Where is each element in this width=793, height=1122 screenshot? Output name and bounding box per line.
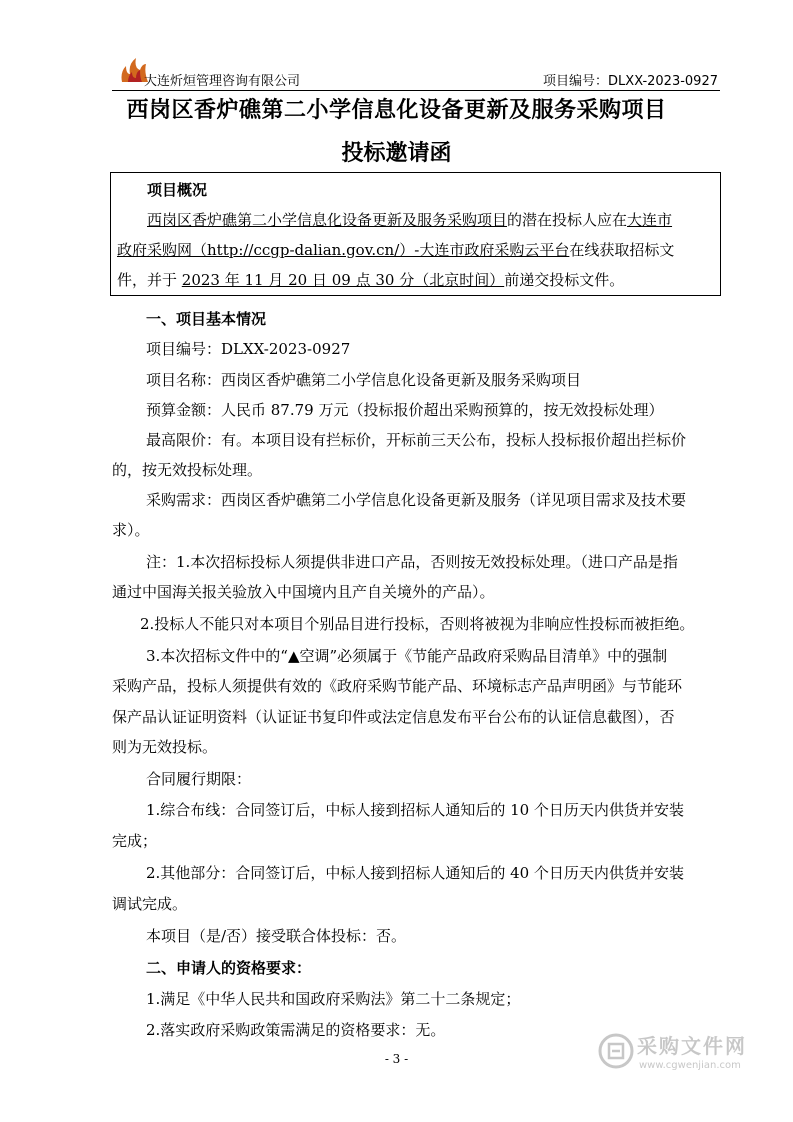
body-line: 求）。 — [112, 521, 150, 539]
body-line: 保产品认证证明资料（认证证书复印件或法定信息发布平台公布的认证信息截图），否 — [112, 708, 675, 726]
body-line: 2.其他部分：合同签订后，中标人接到招标人通知后的 40 个日历天内供货并安装 — [146, 864, 684, 882]
overview-text: 的潜在投标人应在 — [507, 211, 628, 229]
body-line: 2.落实政府采购政策需满足的资格要求：无。 — [146, 1021, 446, 1039]
watermark-url: www.cgwenjian.com — [639, 1060, 741, 1071]
body-line: 采购需求：西岗区香炉礁第二小学信息化设备更新及服务（详见项目需求及技术要 — [146, 491, 687, 509]
overview-site-link: 政府采购网（http://ccgp-dalian.gov.cn/）-大连市政府采购云平台 — [117, 241, 570, 259]
overview-deadline: 2023 年 11 月 20 日 09 点 30 分（北京时间） — [181, 271, 505, 289]
overview-line-3 — [117, 269, 624, 290]
body-line: 调试完成。 — [112, 895, 188, 913]
body-line: 1.满足《中华人民共和国政府采购法》第二十二条规定； — [146, 990, 521, 1008]
section-heading: 一、项目基本情况 — [146, 310, 267, 328]
body-line: 项目编号：DLXX-2023-0927 — [146, 340, 351, 358]
body-line: 最高限价：有。本项目设有拦标价，开标前三天公布，投标人投标报价超出拦标价 — [146, 431, 687, 449]
body-line: 本项目（是/否）接受联合体投标：否。 — [146, 927, 407, 945]
page-number: - 3 - — [384, 1052, 409, 1066]
company-name: 大连炘烜管理咨询有限公司 — [144, 74, 301, 89]
document-title: 西岗区香炉礁第二小学信息化设备更新及服务采购项目 — [126, 97, 667, 123]
project-overview-box — [110, 172, 721, 296]
overview-site-start: 大连市 — [627, 211, 673, 229]
overview-heading: 项目概况 — [147, 181, 208, 199]
header-project-code: 项目编号：DLXX-2023-0927 — [543, 74, 718, 89]
overview-text: 在线获取招标文 — [569, 241, 675, 259]
body-line: 完成； — [112, 832, 158, 850]
body-line: 预算金额：人民币 87.79 万元（投标报价超出采购预算的，按无效投标处理） — [146, 401, 664, 419]
overview-line-1 — [147, 209, 672, 230]
body-line: 通过中国海关报关验放入中国境内且产自关境外的产品）。 — [112, 583, 495, 601]
watermark-logo-icon — [597, 1032, 635, 1070]
section-heading: 二、申请人的资格要求： — [146, 959, 312, 977]
body-line: 项目名称：西岗区香炉礁第二小学信息化设备更新及服务采购项目 — [146, 371, 582, 389]
body-line: 注：1.本次招标投标人须提供非进口产品，否则按无效投标处理。（进口产品是指 — [146, 553, 678, 571]
overview-text: 件，并于 — [117, 271, 182, 289]
watermark — [597, 1028, 757, 1086]
body-line: 2.投标人不能只对本项目个别品目进行投标，否则将被视为非响应性投标而被拒绝。 — [140, 615, 695, 633]
body-line: 则为无效投标。 — [112, 738, 218, 756]
body-line: 3.本次招标文件中的“▲空调”必须属于《节能产品政府采购品目清单》中的强制 — [146, 647, 668, 665]
body-line: 的，按无效投标处理。 — [112, 461, 263, 479]
overview-text: 前递交投标文件。 — [504, 271, 625, 289]
body-line: 采购产品，投标人须提供有效的《政府采购节能产品、环境标志产品声明函》与节能环 — [112, 677, 683, 695]
page-header — [112, 56, 720, 91]
watermark-text: 采购文件网 — [637, 1034, 747, 1058]
body-line: 1.综合布线：合同签订后，中标人接到招标人通知后的 10 个日历天内供货并安装 — [146, 801, 684, 819]
document-subtitle: 投标邀请函 — [341, 140, 452, 166]
body-line: 合同履行期限： — [146, 770, 252, 788]
overview-project-name: 西岗区香炉礁第二小学信息化设备更新及服务采购项目 — [147, 211, 508, 229]
overview-line-2 — [117, 239, 674, 260]
